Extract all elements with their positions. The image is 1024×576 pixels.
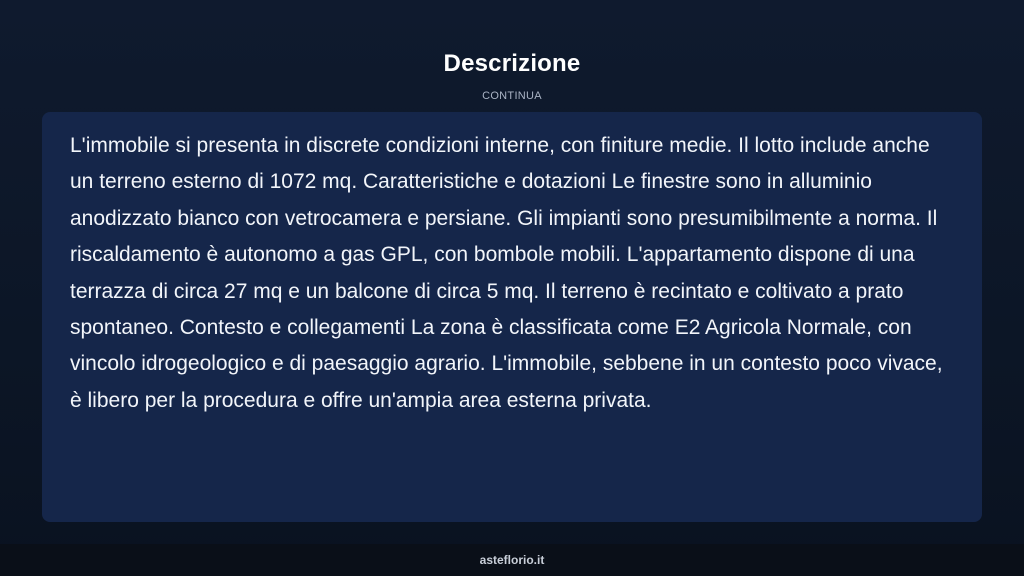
description-card xyxy=(42,112,982,522)
continuation-label: CONTINUA xyxy=(482,90,542,102)
footer-brand: asteflorio.it xyxy=(479,553,545,567)
description-text: L'immobile si presenta in discrete condizioni interne, con finiture medie. Il lotto include anche un terreno esterno di 1072 mq. Caratteristiche e dotazioni Le finestre sono in alluminio anodizzato bianco con vetrocamera e persiane. Gli impianti sono presumibilmente a norma. Il riscaldamento è autonomo a gas GPL, con bombole mobili. L'appartamento dispone di una terrazza di circa 27 mq e un balcone di circa 5 mq. Il terreno è recintato e coltivato a prato spontaneo. Contesto e collegamenti La zona è classificata come E2 Agricola Normale, con vincolo idrogeologico e di paesaggio agrario. L'immobile, sebbene in un contesto poco vivace, è libero per la procedura e offre un'ampia area esterna privata. xyxy=(70,134,943,412)
page-title: Descrizione xyxy=(443,50,581,77)
footer-bar xyxy=(0,544,1024,576)
